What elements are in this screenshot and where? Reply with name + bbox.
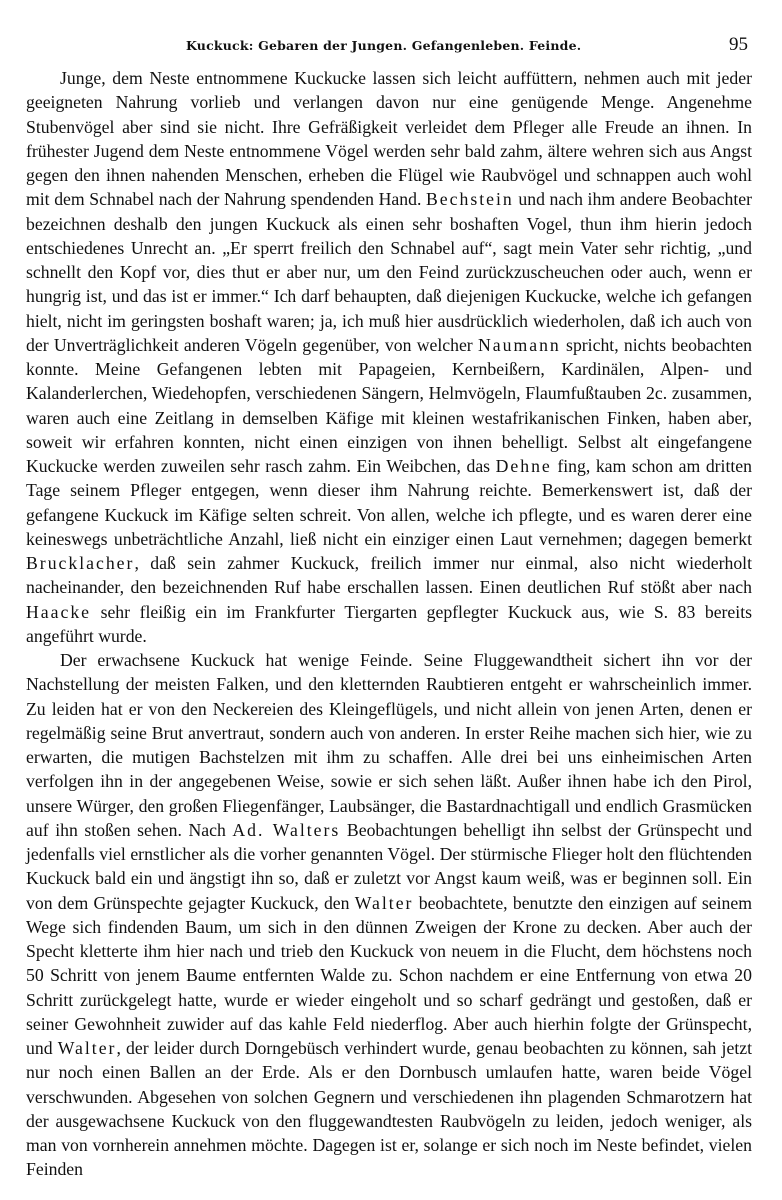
text-run: sehr fleißig ein im Frankfurter Tiergarten gepflegter Kuckuck aus, wie S. 83 bereits angeführt wurde. xyxy=(26,601,752,646)
text-run: beobachtete, benutzte den einzigen auf seinem Wege sich findenden Baum, um sich in den dünnen Zweigen der Krone zu decken. Aber auch der Specht kletterte ihm hier nach und trieb den Kuckuck von neuem in die Flucht, dem höchstens noch 50 Schritt von jenem Baume entfernten Walde zu. Schon nachdem er eine Entfernung von etwa 20 Schritt zurückgelegt hatte, wurde er wieder eingeholt und so scharf gedrängt und gestoßen, daß er seiner Gewohnheit zuwider auf das kahle Feld niederflog. Aber auch hierhin folgte der Grünspecht, und xyxy=(26,892,752,1058)
page-number: 95 xyxy=(729,34,748,55)
text-run: , daß sein zahmer Kuckuck, freilich immer nur einmal, also nicht wiederholt nacheinander, den bezeichnenden Ruf habe erschallen lassen. Einen deutlichen Ruf stößt aber nach xyxy=(26,553,752,598)
paragraph-1 xyxy=(26,66,752,648)
text-run: und nach ihm andere Beobachter bezeichnen deshalb den jungen Kuckuck als einen sehr boshaften Vogel, thun ihm hierin jedoch entschiedenes Unrecht an. „Er sperrt freilich den Schnabel auf“, sagt mein Vater sehr richtig, „und schnellt den Kopf vor, dies thut er aber nur, um den Feind zurückzuscheuchen oder auch, wenn er hungrig ist, und das ist er immer.“ Ich darf behaupten, daß diejenigen Kuckucke, welche ich gefangen hielt, nicht im geringsten boshaft waren; ja, ich muß hier ausdrücklich wiederholen, daß ich auch von der Unverträglichkeit anderen Vögeln gegenüber, von welcher xyxy=(26,189,752,355)
spaced-name: Haacke xyxy=(26,601,92,622)
page-header xyxy=(26,30,752,58)
paragraph-2 xyxy=(26,648,752,1182)
text-run: fing, kam schon am dritten Tage seinem Pfleger entgegen, wenn dieser ihm Nahrung reichte. Bemerkenswert ist, daß der gefangene Kuckuck im Käfige selten schreit. Von allen, welche ich pflegte, und es waren derer eine keineswegs unbeträchtliche Anzahl, ließ nicht ein einziger einen Laut vernehmen; dagegen bemerkt xyxy=(26,456,752,549)
spaced-name: Walter xyxy=(57,1038,117,1058)
spaced-name: Dehne xyxy=(495,456,552,476)
spaced-name: Ad. Walters xyxy=(232,819,341,840)
spaced-name: Brucklacher xyxy=(26,553,135,573)
text-run: Junge, dem Neste entnommene Kuckucke lassen sich leicht auffüttern, nehmen auch mit jeder geeigneten Nahrung vorlieb und verlangen davon nur eine genügende Menge. Angenehme Stubenvögel aber sind sie nicht. Ihre Gefräßigkeit verleidet dem Pfleger alle Freude an ihnen. In frühester Jugend dem Neste entnommene Vögel werden sehr bald zahm, ältere wehren sich aus Angst gegen den ihnen nahenden Menschen, erheben die Flügel wie Raubvögel und schnappen auch wohl mit dem Schnabel nach der Nahrung spendenden Hand. xyxy=(26,68,752,210)
spaced-name: Bechstein xyxy=(426,189,514,210)
text-run: , der leider durch Dorngebüsch verhindert wurde, genau beobachten zu können, sah jetzt nur noch einen Ballen an der Erde. Als er den Dornbusch umlaufen hatte, waren beide Vögel verschwunden. Abgesehen von solchen Gegnern und verschiedenen ihn plagenden Schmarotzern hat der ausgewachsene Kuckuck von den fluggewandtesten Raubvögeln zu leiden, jedoch weniger, als man von vornherein annehmen möchte. Dagegen ist er, solange er sich noch im Neste befindet, vielen Feinden xyxy=(26,1038,752,1180)
running-head: Kuckuck: Gebaren der Jungen. Gefangenleben. Feinde. xyxy=(186,38,582,53)
body-text xyxy=(26,66,752,1182)
text-run: spricht, nichts beobachten konnte. Meine Gefangenen lebten mit Papageien, Kernbeißern, Kardinälen, Alpen- und Kalanderlerchen, Wiedehopfen, verschiedenen Sängern, Helmvögeln, Flaumfußtauben 2c. zusammen, waren auch eine Zeitlang in demselben Käfige mit kleinen westafrikanischen Finken, haben aber, soweit wir erfahren konnten, nicht einen einzigen von ihnen behelligt. Selbst alt eingefangene Kuckucke werden zuweilen sehr rasch zahm. Ein Weibchen, das xyxy=(26,334,752,476)
spaced-name: Walter xyxy=(354,892,414,913)
text-run: Der erwachsene Kuckuck hat wenige Feinde. Seine Fluggewandtheit sichert ihn vor der Nachstellung der meisten Falken, und den kletternden Raubtieren entgeht er wahrscheinlich immer. Zu leiden hat er von den Neckereien des Kleingeflügels, und nicht allein von jenen Arten, denen er regelmäßig seine Brut anvertraut, sondern auch von anderen. In erster Reihe machen sich hier, wie zu erwarten, die mutigen Bachstelzen mit ihm zu schaffen. Alle drei bei uns einheimischen Arten verfolgen ihn in der angegebenen Weise, sowie er sich sehen läßt. Außer ihnen habe ich den Pirol, unsere Würger, den großen Fliegenfänger, Laubsänger, die Bastardnachtigall und endlich Grasmücken auf ihn stoßen sehen. Nach xyxy=(26,650,752,840)
spaced-name: Naumann xyxy=(478,334,561,355)
text-run: Beobachtungen behelligt ihn selbst der Grünspecht und jedenfalls viel ernstlicher als die vorher genannten Vögel. Der stürmische Flieger holt den flüchtenden Kuckuck bald ein und ängstigt ihn so, daß er zuletzt vor Angst kaum weiß, was er beginnen soll. Ein von dem Grünspechte gejagter Kuckuck, den xyxy=(26,819,752,913)
